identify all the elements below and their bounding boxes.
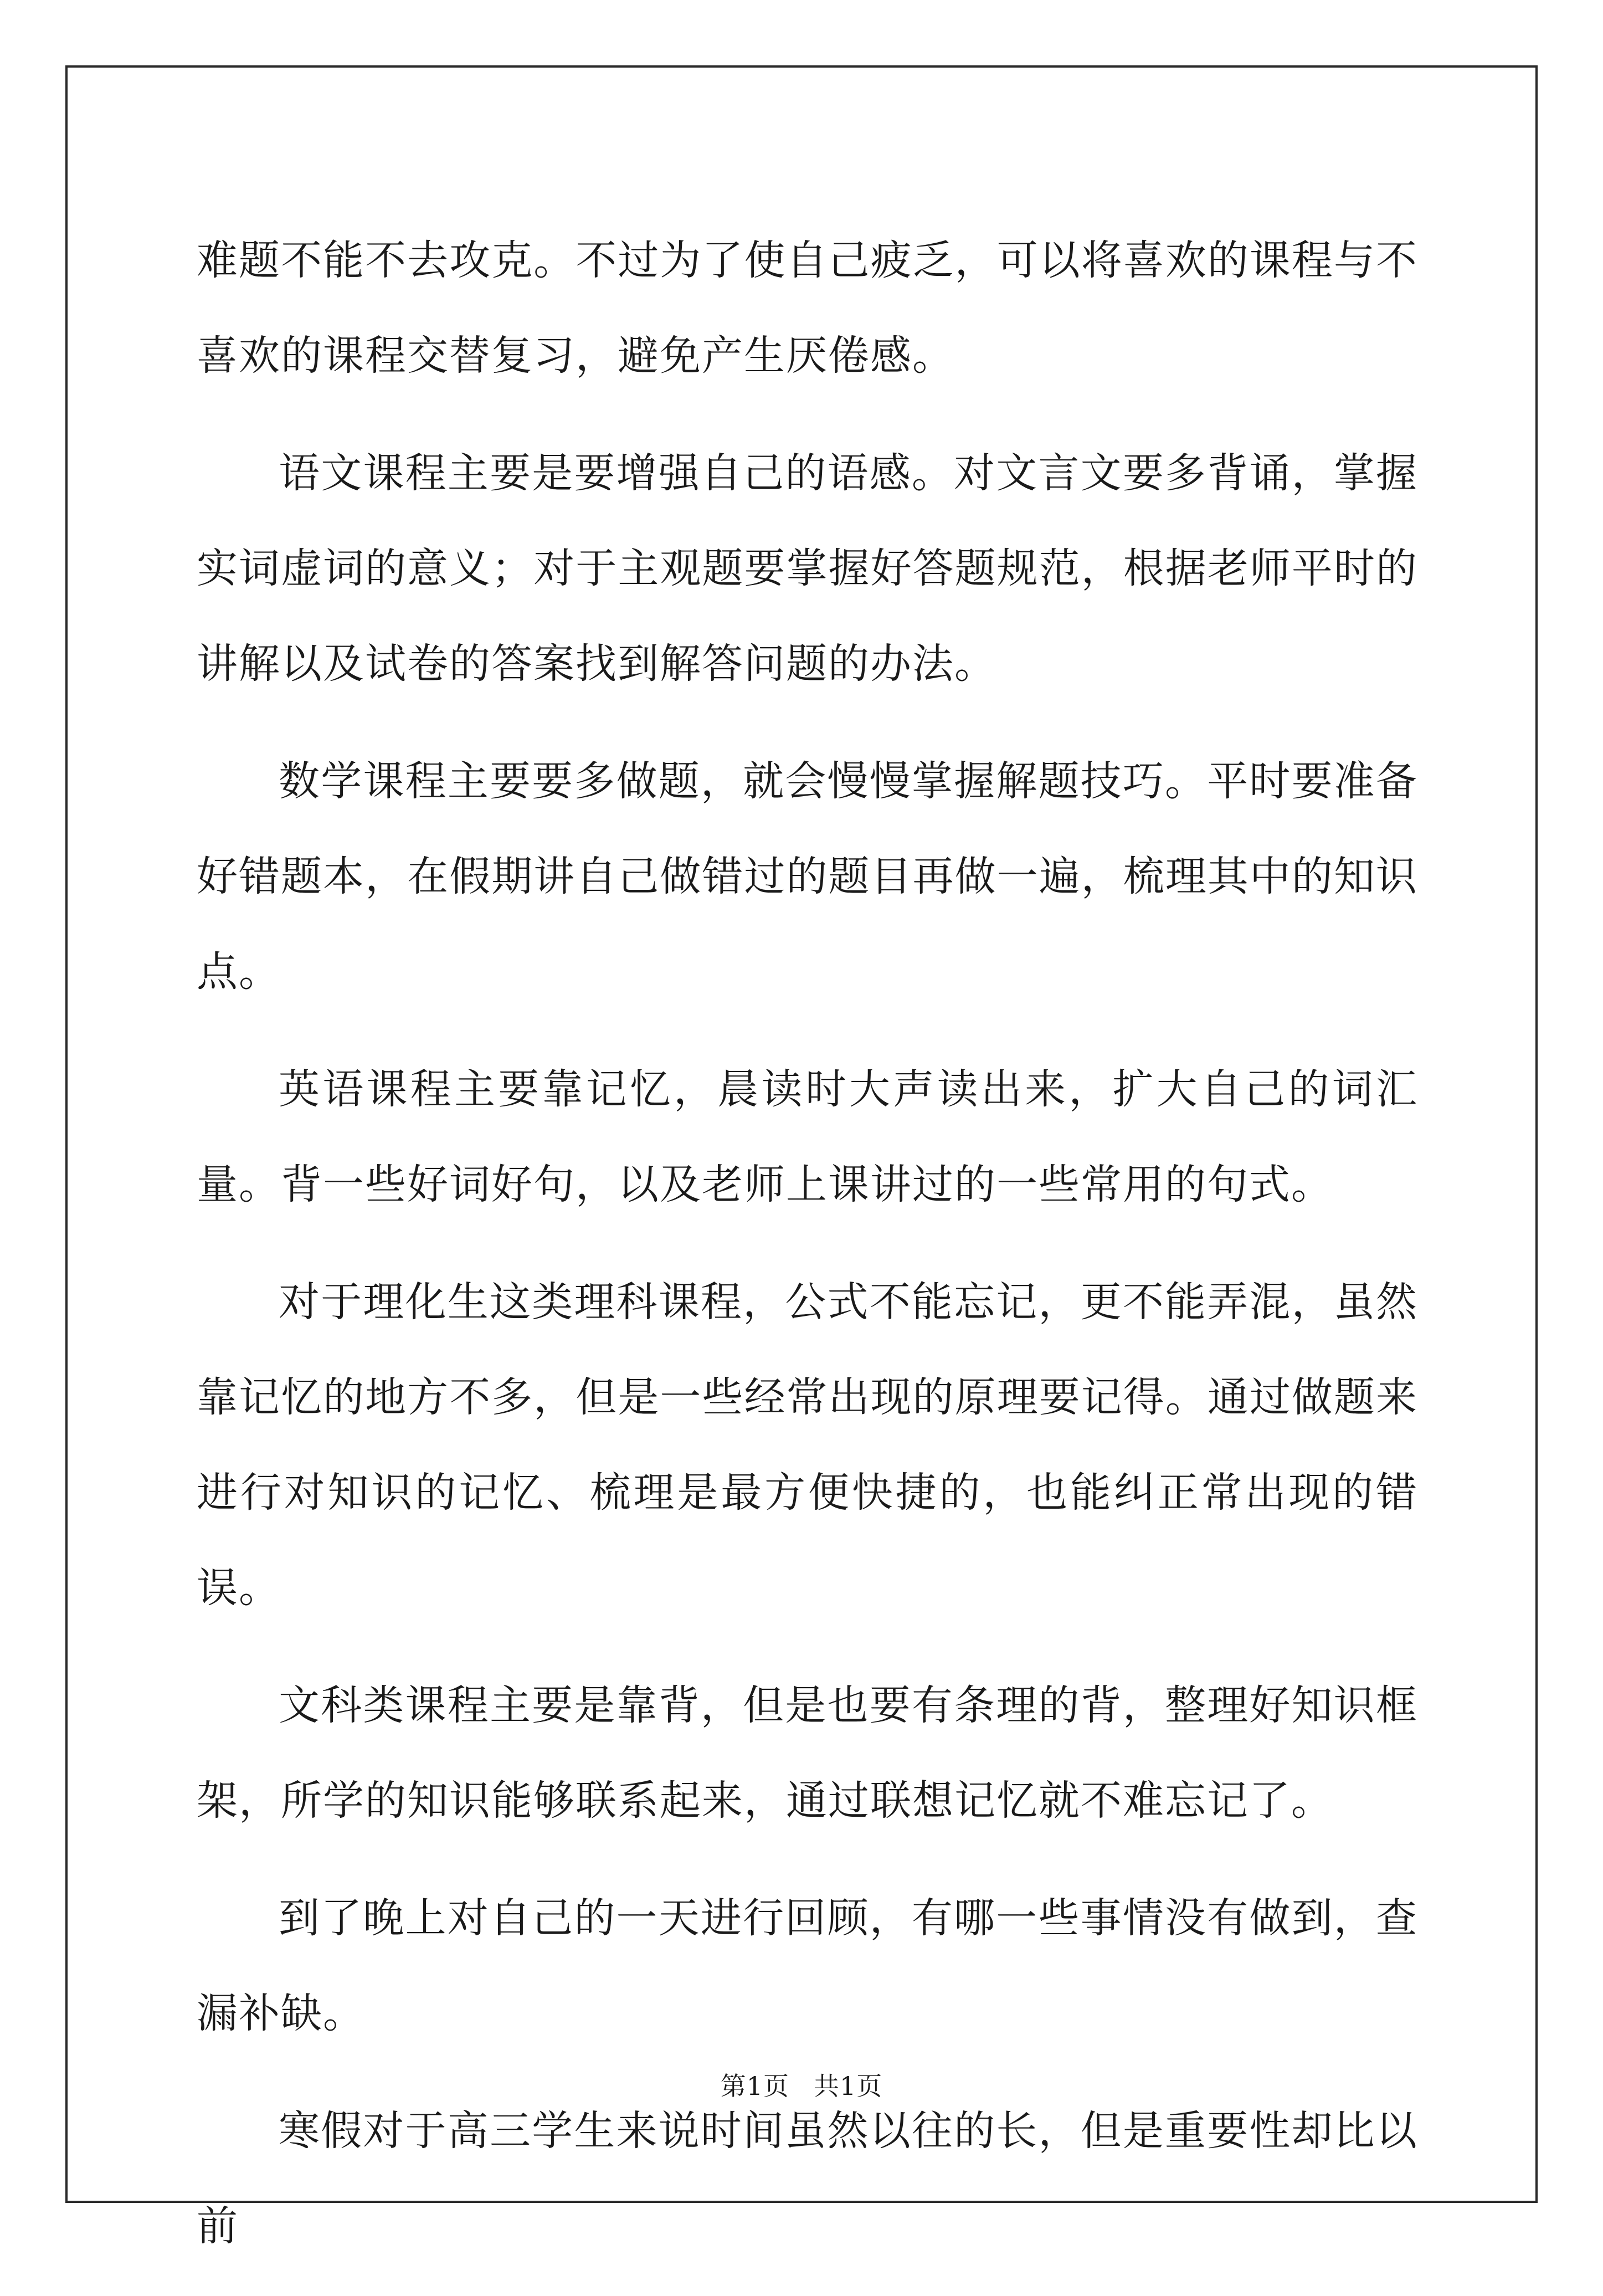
- paragraph-7: 到了晚上对自己的一天进行回顾，有哪一些事情没有做到，查漏补缺。: [197, 1894, 1418, 2037]
- paragraph-1: 难题不能不去攻克。不过为了使自己疲乏，可以将喜欢的课程与不喜欢的课程交替复习，避免产生厌倦感。: [197, 237, 1418, 380]
- paragraph-2: 语文课程主要是要增强自己的语感。对文言文要多背诵，掌握实词虚词的意义；对于主观题要掌握好答题规范，根据老师平时的讲解以及试卷的答案找到解答问题的办法。: [197, 449, 1418, 688]
- paragraph-3: 数学课程主要要多做题，就会慢慢掌握解题技巧。平时要准备好错题本，在假期讲自己做错过的题目再做一遍，梳理其中的知识点。: [197, 757, 1418, 996]
- paragraph-6: 文科类课程主要是靠背，但是也要有条理的背，整理好知识框架，所学的知识能够联系起来，通过联想记忆就不难忘记了。: [197, 1682, 1418, 1824]
- paragraph-8: 寒假对于高三学生来说时间虽然以往的长，但是重要性却比以前: [197, 2107, 1418, 2250]
- page-footer: [0, 2069, 1603, 2103]
- paragraph-4: 英语课程主要靠记忆，晨读时大声读出来，扩大自己的词汇量。背一些好词好句，以及老师上课讲过的一些常用的句式。: [197, 1065, 1418, 1208]
- document-body: [197, 213, 1418, 2296]
- page-number-current: 第1页: [720, 2071, 789, 2101]
- paragraph-5: 对于理化生这类理科课程，公式不能忘记，更不能弄混，虽然靠记忆的地方不多，但是一些经常出现的原理要记得。通过做题来进行对知识的记忆、梳理是最方便快捷的，也能纠正常出现的错误。: [197, 1278, 1418, 1612]
- page-number-total: 共1页: [814, 2071, 883, 2101]
